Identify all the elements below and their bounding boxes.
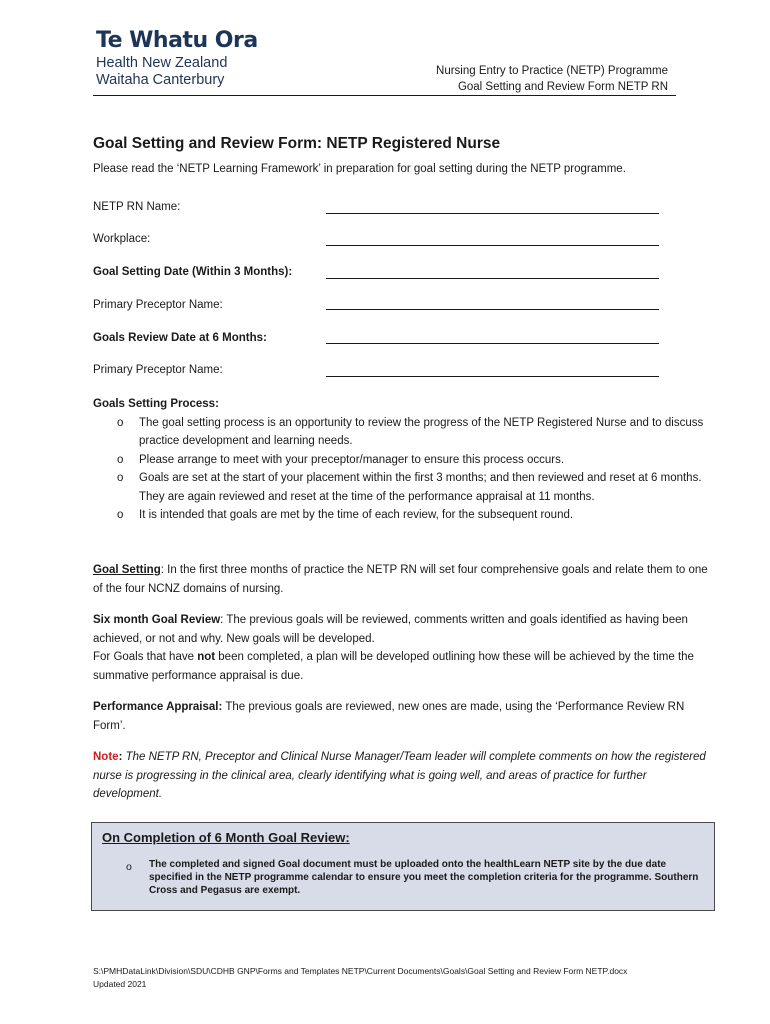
six-month-review-paragraph: Six month Goal Review: The previous goals will be reviewed, comments written and goals identified as having been achieved, or not and why. New goals will be developed. For Goals that have not been completed, a plan will be developed outlining how these will be achieved by the time the summative performance appraisal is due. bbox=[93, 614, 694, 682]
field-label: Primary Preceptor Name: bbox=[93, 299, 223, 311]
list-item: o The goal setting process is an opportunity to review the progress of the NETP Registered Nurse and to discuss practice development and learning needs. bbox=[93, 414, 718, 451]
form-intro: Please read the ‘NETP Learning Framework’ in preparation for goal setting during the NETP programme. bbox=[93, 163, 626, 175]
field-workplace bbox=[93, 233, 663, 255]
six-month-review-label: Six month Goal Review bbox=[93, 614, 221, 626]
footer-updated: Updated 2021 bbox=[93, 979, 147, 989]
goals-process-section bbox=[93, 395, 718, 525]
performance-appraisal-paragraph: Performance Appraisal: The previous goals are reviewed, new ones are made, using the ‘Performance Review RN Form’. bbox=[93, 701, 685, 732]
process-heading: Goals Setting Process: bbox=[93, 398, 219, 410]
field-goals-review-date bbox=[93, 332, 663, 354]
header-form-name: Goal Setting and Review Form NETP RN bbox=[457, 81, 668, 93]
goals-review-date-input-line[interactable] bbox=[326, 343, 659, 344]
field-label: Goals Review Date at 6 Months: bbox=[93, 332, 267, 344]
note-paragraph: Note: The NETP RN, Preceptor and Clinical Nurse Manager/Team leader will complete comments on how the registered nurse is progressing in the clinical area, clearly identifying what is going well, and areas of practice for further development. bbox=[93, 751, 706, 800]
note-label: Note bbox=[93, 751, 119, 763]
footer-file-path: S:\PMHDataLink\Division\SDU\CDHB GNP\Forms and Templates NETP\Current Documents\Goals\Goal Setting and Review Form NETP.docx bbox=[93, 966, 628, 976]
netp-rn-name-input-line[interactable] bbox=[326, 213, 659, 214]
bullet-icon: o bbox=[117, 416, 124, 429]
field-primary-preceptor-1 bbox=[93, 299, 663, 321]
logo-subtitle-health-nz: Health New Zealand bbox=[96, 55, 228, 71]
field-label: Primary Preceptor Name: bbox=[93, 364, 223, 376]
workplace-input-line[interactable] bbox=[326, 245, 659, 246]
primary-preceptor-input-line[interactable] bbox=[326, 376, 659, 377]
list-item: o Please arrange to meet with your preceptor/manager to ensure this process occurs. bbox=[93, 451, 718, 470]
bullet-icon: o bbox=[117, 472, 124, 484]
goal-setting-date-input-line[interactable] bbox=[326, 278, 659, 279]
document-footer bbox=[93, 965, 627, 991]
completion-notice-box bbox=[91, 822, 715, 911]
form-title: Goal Setting and Review Form: NETP Registered Nurse bbox=[93, 135, 501, 152]
process-list bbox=[93, 414, 718, 525]
goal-setting-label: Goal Setting bbox=[93, 564, 161, 576]
field-label: Workplace: bbox=[93, 233, 151, 245]
list-item: o It is intended that goals are met by the time of each review, for the subsequent round. bbox=[93, 506, 718, 525]
performance-appraisal-label: Performance Appraisal: bbox=[93, 701, 223, 713]
field-label: Goal Setting Date (Within 3 Months): bbox=[93, 266, 293, 278]
completion-title: On Completion of 6 Month Goal Review: bbox=[102, 830, 350, 845]
completion-text: The completed and signed Goal document must be uploaded onto the healthLearn NETP site by the due date specified in the NETP programme calendar to ensure you meet the completion criteria for the programme. Southern Cross and Pegasus are exempt. bbox=[149, 859, 699, 896]
bullet-icon: o bbox=[126, 861, 132, 873]
header-programme: Nursing Entry to Practice (NETP) Programme bbox=[436, 65, 668, 77]
goal-setting-paragraph: Goal Setting: In the first three months of practice the NETP RN will set four comprehensive goals and relate them to one of the four NCNZ domains of nursing. bbox=[93, 564, 708, 595]
field-netp-rn-name bbox=[93, 201, 663, 223]
field-primary-preceptor-2 bbox=[93, 364, 663, 386]
header-divider bbox=[93, 95, 676, 96]
field-label: NETP RN Name: bbox=[93, 201, 181, 213]
bullet-icon: o bbox=[117, 509, 124, 521]
document-header bbox=[436, 63, 668, 95]
organisation-logo bbox=[96, 28, 258, 89]
bullet-icon: o bbox=[117, 453, 124, 466]
list-item: o Goals are set at the start of your placement within the first 3 months; and then reviewed and reset at 6 months. They are again reviewed and reset at the time of the performance appraisal at 11 months. bbox=[93, 469, 718, 506]
logo-subtitle-region: Waitaha Canterbury bbox=[96, 72, 225, 88]
logo-title: Te Whatu Ora bbox=[96, 28, 258, 53]
field-goal-setting-date bbox=[93, 266, 663, 288]
primary-preceptor-input-line[interactable] bbox=[326, 309, 659, 310]
